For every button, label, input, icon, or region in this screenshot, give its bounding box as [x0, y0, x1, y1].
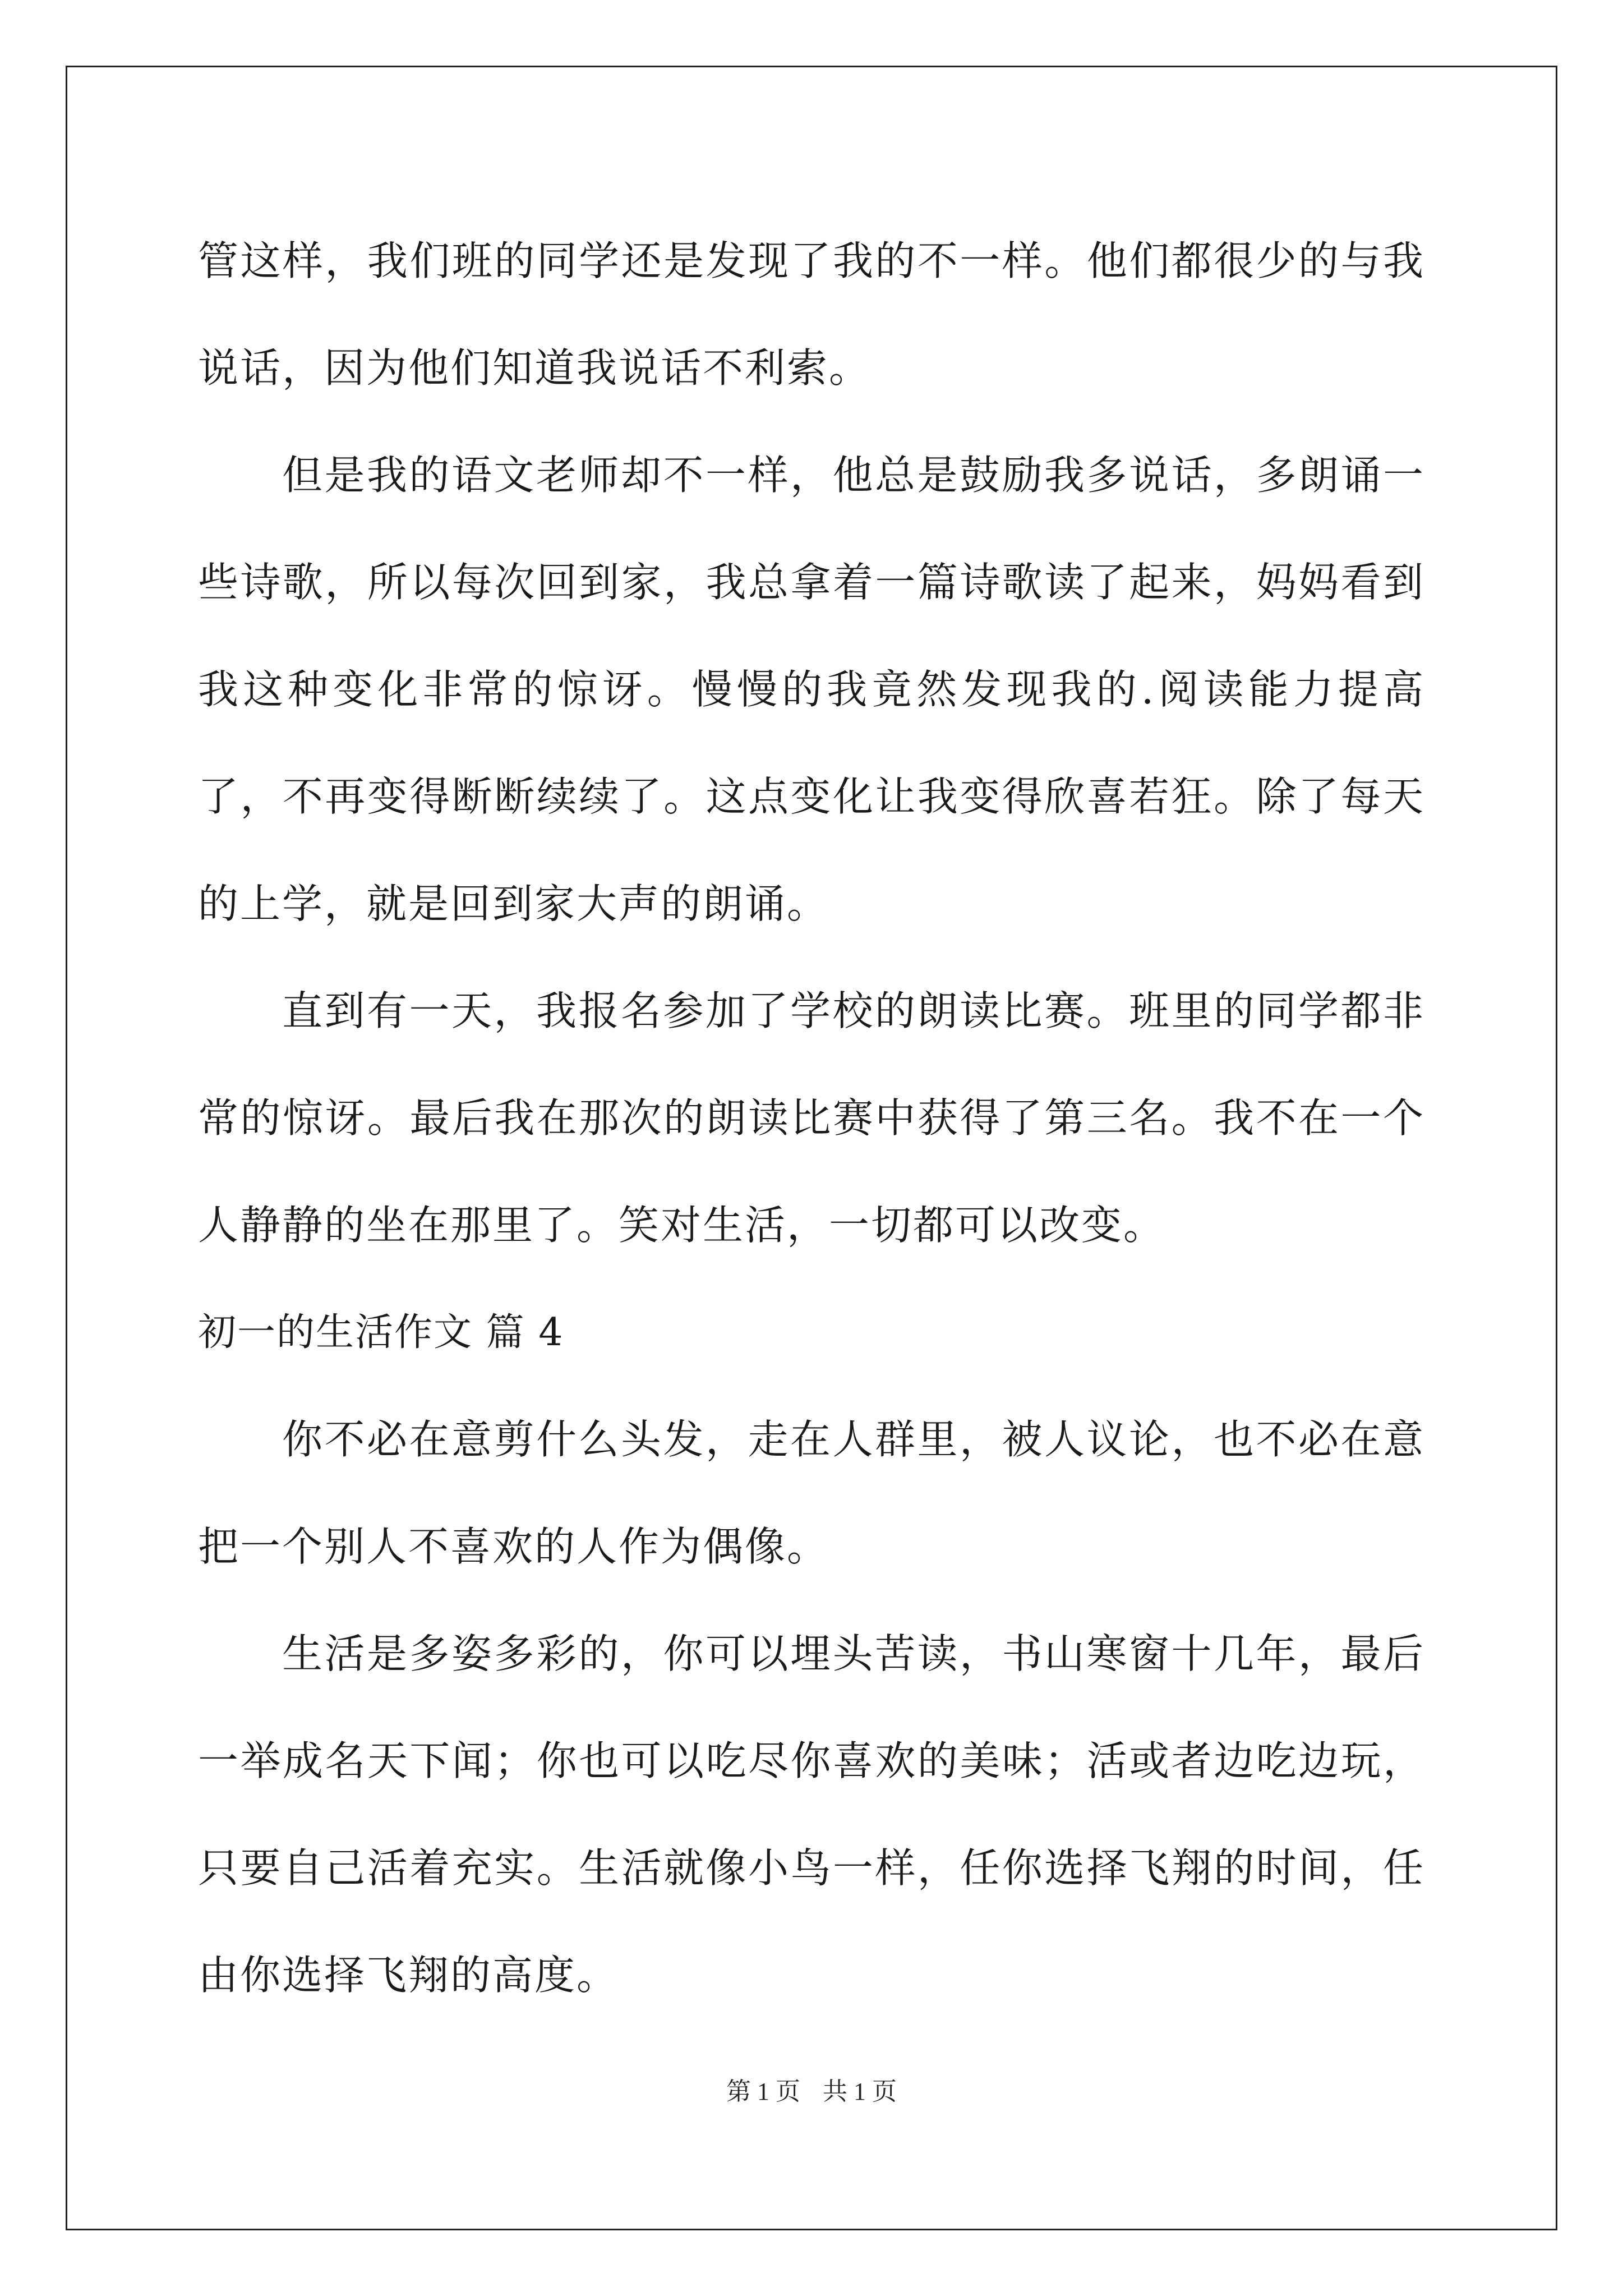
section-heading: 初一的生活作文 篇 4	[198, 1310, 564, 1355]
page-number: 第 1 页	[726, 2078, 800, 2105]
paragraph-3: 直到有一天，我报名参加了学校的朗读比赛。班里的同学都非常的惊讶。最后我在那次的朗读比赛中获得了第三名。我不在一个人静静的坐在那里了。笑对生活，一切都可以改变。	[198, 987, 1425, 1249]
document-body	[198, 208, 1425, 2029]
page-footer	[0, 2071, 1623, 2107]
paragraph-2: 但是我的语文老师却不一样，他总是鼓励我多说话，多朗诵一些诗歌，所以每次回到家，我总拿着一篇诗歌读了起来，妈妈看到我这种变化非常的惊讶。慢慢的我竟然发现我的.阅读能力提高了，不再变得断断续续了。这点变化让我变得欣喜若狂。除了每天的上学，就是回到家大声的朗诵。	[198, 452, 1425, 927]
section-paragraph-2: 生活是多姿多彩的，你可以埋头苦读，书山寒窗十几年，最后一举成名天下闻；你也可以吃尽你喜欢的美味；活或者边吃边玩，只要自己活着充实。生活就像小鸟一样，任你选择飞翔的时间，任由你选择飞翔的高度。	[198, 1630, 1425, 1999]
section-paragraph-1: 你不必在意剪什么头发，走在人群里，被人议论，也不必在意把一个别人不喜欢的人作为偶像。	[198, 1416, 1425, 1570]
paragraph-1: 管这样，我们班的同学还是发现了我的不一样。他们都很少的与我说话，因为他们知道我说话不利索。	[198, 237, 1425, 392]
page-total: 共 1 页	[823, 2078, 897, 2105]
